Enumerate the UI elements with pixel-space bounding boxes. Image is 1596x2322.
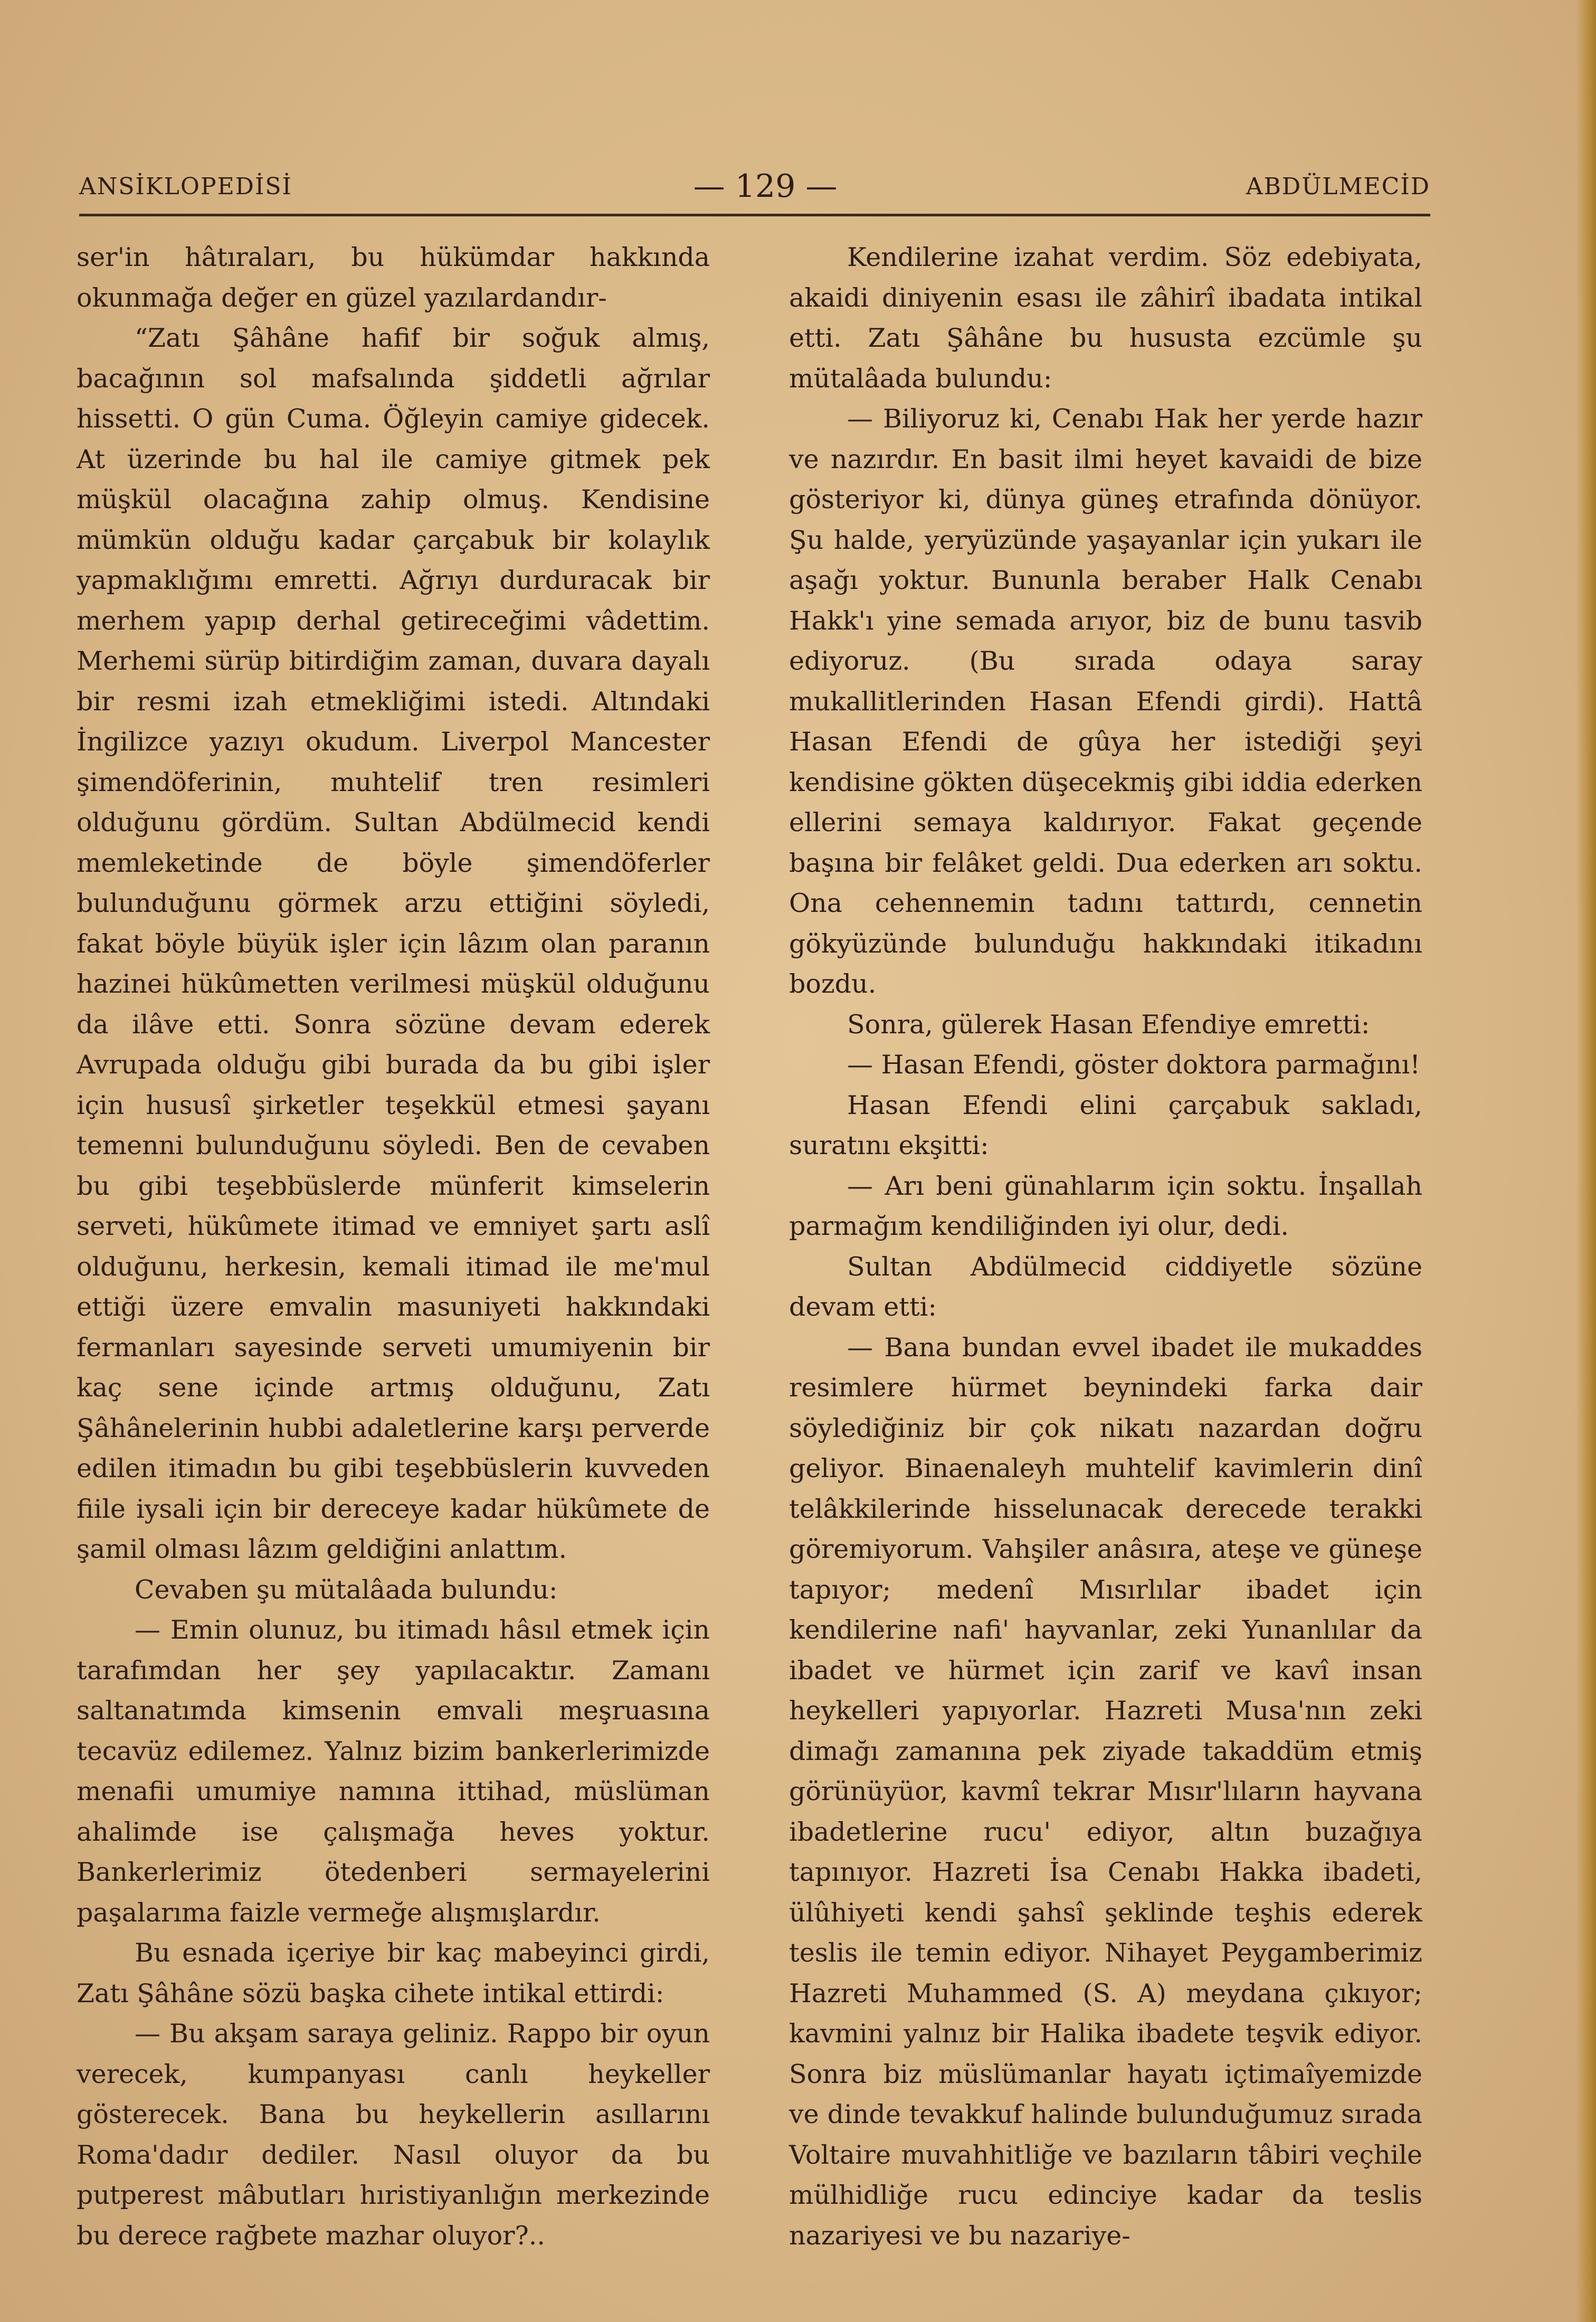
page-header (79, 168, 1430, 210)
paragraph: Kendilerine izahat verdim. Söz edebiyata, akaidi diniyenin esası ile zâhirî ibadata intikal etti. Zatı Şâhâne bu hususta ezcümle şu mütalâada bulundu: (789, 242, 1422, 394)
paragraph: — Emin olunuz, bu itimadı hâsıl etmek için tarafımdan her şey yapılacaktır. Zamanı saltanatımda kimsenin emvali meşruasına tecavüz edilemez. Yalnız bizim bankerlerimizde menafii umumiye namına ittihad, müslüman ahalimde ise çalışmağa heves yoktur. Bankerlerimiz ötedenberi sermayelerini paşalarıma faizle vermeğe alışmışlardır. (77, 1615, 710, 1928)
page-edge-shadow (1576, 0, 1596, 2322)
paragraph: — Arı beni günahlarım için soktu. İnşallah parmağım kendiliğinden iyi olur, dedi. (789, 1170, 1422, 1241)
paragraph: Cevaben şu mütalâada bulundu: (135, 1574, 558, 1605)
paragraph: — Hasan Efendi, göster doktora parmağını! (847, 1050, 1420, 1080)
page-number: — 129 — (693, 168, 838, 205)
paragraph: Bu esnada içeriye bir kaç mabeyinci girdi, Zatı Şâhâne sözü başka cihete intikal ettirdi: (77, 1938, 710, 2009)
paragraph: ser'in hâtıraları, bu hükümdar hakkında okunmağa değer en güzel yazılardandır- (77, 242, 710, 313)
header-rule (79, 214, 1430, 216)
paragraph: “Zatı Şâhâne hafif bir soğuk almış, bacağının sol mafsalında şiddetli ağrılar hissetti. O gün Cuma. Öğleyin camiye gidecek. At üzerinde bu hal ile camiye gitmek pek müşkül olacağına zahip olmuş. Kendisine mümkün olduğu kadar çarçabuk bir kolaylık yapmaklığımı emretti. Ağrıyı durduracak bir merhem yapıp derhal getireceğimi vâdettim. Merhemi sürüp bitirdiğim zaman, duvara dayalı bir resmi izah etmekliğimi istedi. Altındaki İngilizce yazıyı okudum. Liverpol Mancester şimendöferinin, muhtelif tren resimleri olduğunu gördüm. Sultan Abdülmecid kendi memleketinde de böyle şimendöferler bulunduğunu görmek arzu ettiğini söyledi, fakat böyle büyük işler için lâzım olan paranın hazinei hükûmetten verilmesi müşkül olduğunu da ilâve etti. Sonra sözüne devam ederek Avrupada olduğu gibi burada da bu gibi işler için hususî şirketler teşekkül etmesi şayanı temenni bulunduğunu söyledi. Ben de cevaben bu gibi teşebbüslerde münferit kimselerin serveti, hükûmete itimad ve emniyet şartı aslî olduğunu, herkesin, kemali itimad ile me'mul ettiği üzere emvalin masuniyeti hakkındaki fermanları sayesinde serveti umumiyenin bir kaç sene içinde artmış olduğunu, Zatı Şâhânelerinin hubbi adaletlerine karşı perverde edilen itimadın bu gibi teşebbüslerin kuvveden fiile iysali için bir dereceye kadar hükûmete de şamil olması lâzım geldiğini anlattım. (77, 323, 710, 1564)
paragraph: Hasan Efendi elini çarçabuk sakladı, suratını ekşitti: (789, 1090, 1422, 1160)
header-right-title: ABDÜLMECİD (1246, 173, 1430, 200)
paragraph: — Bana bundan evvel ibadet ile mukaddes resimlere hürmet beynindeki farka dair söylediğiniz bir çok nikatı nazardan doğru geliyor. Binaenaleyh muhtelif kavimlerin dinî telâkkilerinde hisselunacak derecede terakki göremiyorum. Vahşiler anâsıra, ateşe ve güneşe tapıyor; medenî Mısırlılar ibadet için kendilerine nafi' hayvanlar, zeki Yunanlılar da ibadet ve hürmet için zarif ve kavî insan heykelleri yapıyorlar. Hazreti Musa'nın zeki dimağı zamanına pek ziyade takaddüm etmiş görünüyüor, kavmî tekrar Mısır'lıların hayvana ibadetlerine rucu' ediyor, altın buzağıya tapınıyor. Hazreti İsa Cenabı Hakka ibadeti, ülûhiyeti kendi şahsî şeklinde teşhis ederek teslis ile temin ediyor. Nihayet Peygamberimiz Hazreti Muhammed (S. A) meydana çıkıyor; kavmini yalnız bir Halika ibadete teşvik ediyor. Sonra biz müslümanlar hayatı içtimaîyemizde ve dinde tevakkuf halinde bulunduğumuz sırada Voltaire muvahhitliğe ve bazıların tâbiri veçhile mülhidliğe rucu edinciye kadar da teslis nazariyesi ve bu nazariye- (789, 1332, 1422, 2251)
right-column (789, 237, 1422, 2251)
paragraph: Sultan Abdülmecid ciddiyetle sözüne devam etti: (789, 1251, 1422, 1322)
paragraph: Sonra, gülerek Hasan Efendiye emretti: (847, 1009, 1370, 1040)
paragraph: — Biliyoruz ki, Cenabı Hak her yerde hazır ve nazırdır. En basit ilmi heyet kavaidi de bize gösteriyor ki, dünya güneş etrafında dönüyor. Şu halde, yeryüzünde yaşayanlar için yukarı ile aşağı yoktur. Bununla beraber Halk Cenabı Hakk'ı yine semada arıyor, biz de bunu tasvib ediyoruz. (Bu sırada odaya saray mukallitlerinden Hasan Efendi girdi). Hattâ Hasan Efendi de gûya her istediği şeyi kendisine gökten düşecekmiş gibi iddia ederken ellerini semaya kaldırıyor. Fakat geçende başına bir felâket geldi. Dua ederken arı soktu. Ona cehennemin tadını tattırdı, cennetin gökyüzünde bulunduğu hakkındaki itikadını bozdu. (789, 404, 1422, 999)
left-column (77, 237, 710, 2251)
header-left-title: ANSİKLOPEDİSİ (79, 173, 292, 200)
paragraph: — Bu akşam saraya geliniz. Rappo bir oyun verecek, kumpanyası canlı heykeller gösterecek. Bana bu heykellerin asıllarını Roma'dadır dediler. Nasıl oluyor da bu putperest mâbutları hıristiyanlığın merkezinde bu derece rağbete mazhar oluyor?.. (77, 2019, 710, 2251)
